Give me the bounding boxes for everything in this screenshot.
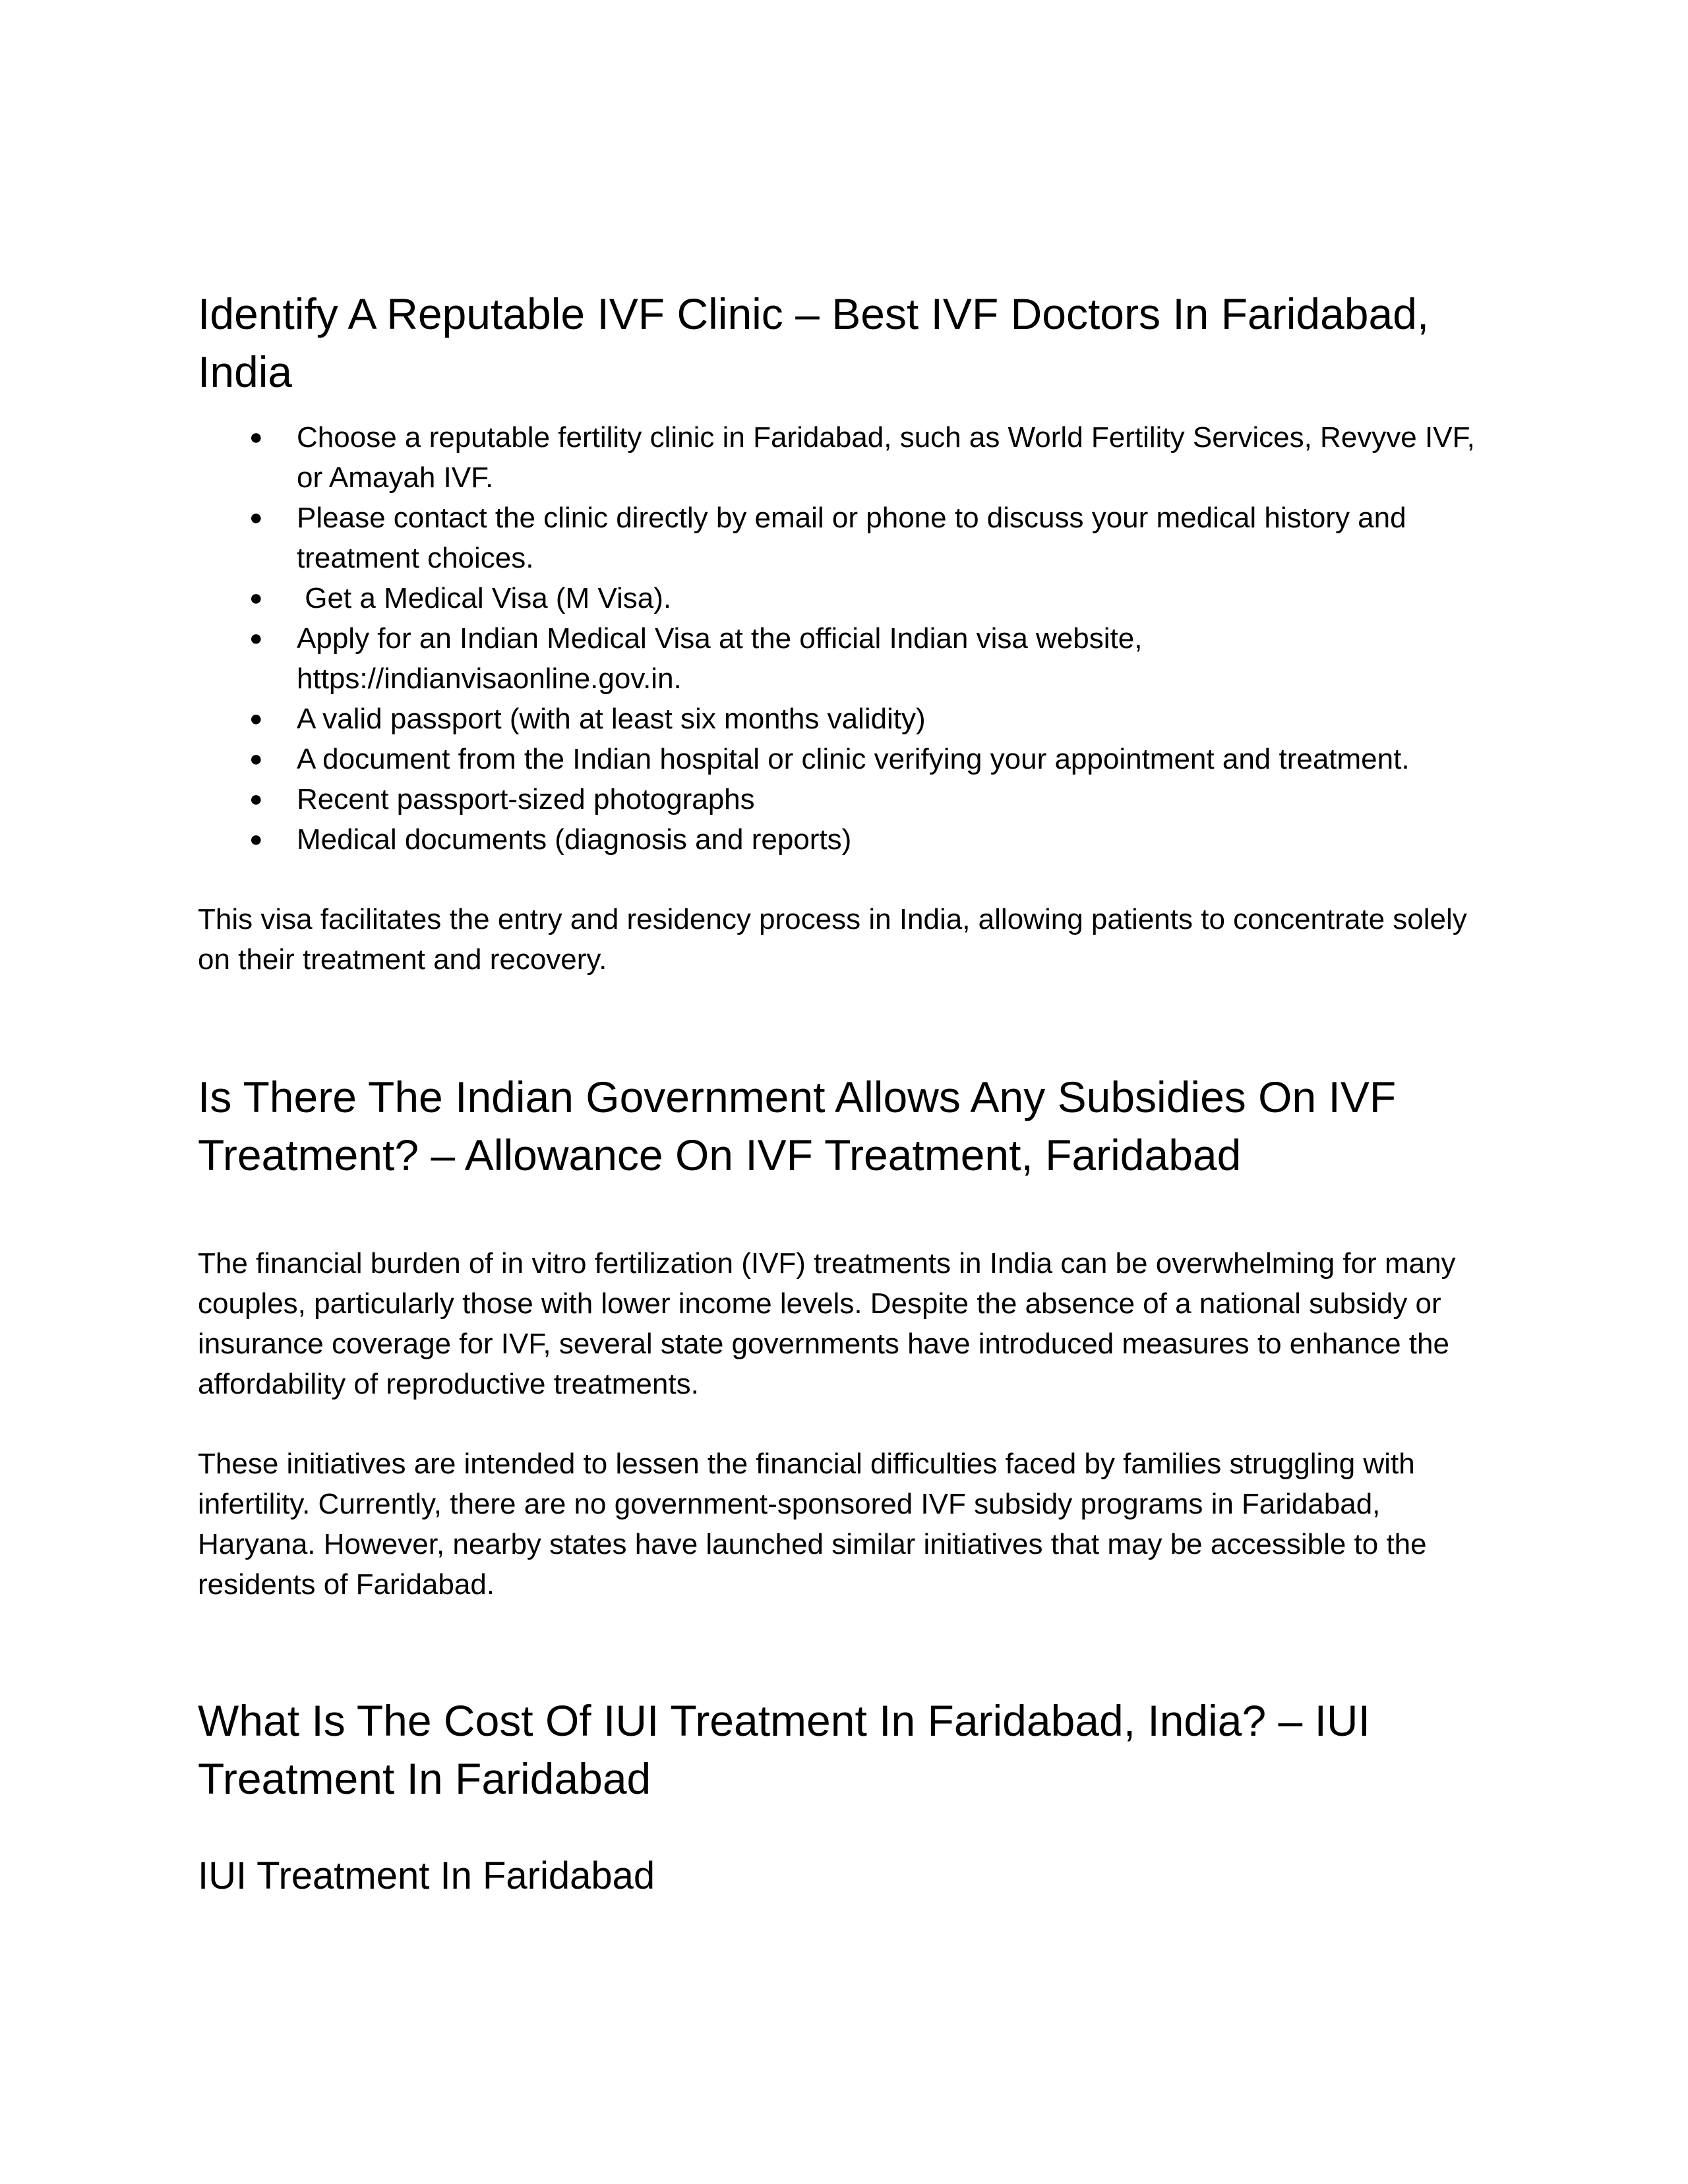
- list-item-text: Medical documents (diagnosis and reports): [297, 823, 852, 856]
- list-item: [198, 578, 1490, 618]
- section2-paragraph-1: The financial burden of in vitro fertilization (IVF) treatments in India can be overwhelming for many couples, particularly those with lower income levels. Despite the absence of a national subsidy or insurance coverage for IVF, several state governments have introduced measures to enhance the affordability of reproductive treatments.: [198, 1247, 1456, 1400]
- section1-heading: Identify A Reputable IVF Clinic – Best IVF Doctors In Faridabad, India: [198, 289, 1430, 396]
- list-item: [198, 819, 1490, 860]
- list-item: [198, 498, 1490, 578]
- list-item-text: Please contact the clinic directly by email or phone to discuss your medical history and treatment choices.: [297, 502, 1406, 574]
- bullet-icon: ●: [249, 505, 263, 530]
- list-item: [198, 739, 1490, 779]
- list-item: [198, 699, 1490, 739]
- list-item-text: A valid passport (with at least six months validity): [297, 703, 926, 735]
- list-item: [198, 417, 1490, 498]
- bullet-icon: ●: [249, 746, 263, 771]
- section1-paragraph: This visa facilitates the entry and residency process in India, allowing patients to concentrate solely on their treatment and recovery.: [198, 903, 1467, 976]
- section2-heading: Is There The Indian Government Allows Any Subsidies On IVF Treatment? – Allowance On IVF Treatment, Faridabad: [198, 1073, 1397, 1179]
- list-item: [198, 779, 1490, 819]
- list-item-text: Choose a reputable fertility clinic in Faridabad, such as World Fertility Services, Revyve IVF, or Amayah IVF.: [297, 421, 1475, 494]
- list-item-text: A document from the Indian hospital or clinic verifying your appointment and treatment.: [297, 743, 1410, 775]
- bullet-icon: ●: [249, 786, 263, 812]
- list-item-text: Get a Medical Visa (M Visa).: [297, 582, 672, 614]
- bullet-icon: ●: [249, 827, 263, 852]
- bullet-icon: ●: [249, 425, 263, 450]
- list-item: [198, 618, 1490, 699]
- bullet-icon: ●: [249, 585, 263, 610]
- list-item-text: Apply for an Indian Medical Visa at the official Indian visa website, https://indianvisaonline.gov.in.: [297, 622, 1143, 695]
- list-item-text: Recent passport-sized photographs: [297, 783, 755, 815]
- bullet-icon: ●: [249, 706, 263, 731]
- section3-heading: What Is The Cost Of IUI Treatment In Faridabad, India? – IUI Treatment In Faridabad: [198, 1696, 1370, 1803]
- section2-paragraph-2: These initiatives are intended to lessen the financial difficulties faced by families struggling with infertility. Currently, there are no government-sponsored IVF subsidy programs in Faridabad, Haryana. However, nearby states have launched similar initiatives that may be accessible to the residents of Faridabad.: [198, 1448, 1427, 1601]
- section3-subheading: IUI Treatment In Faridabad: [198, 1854, 655, 1897]
- section1-bullet-list: [198, 417, 1490, 860]
- bullet-icon: ●: [249, 626, 263, 651]
